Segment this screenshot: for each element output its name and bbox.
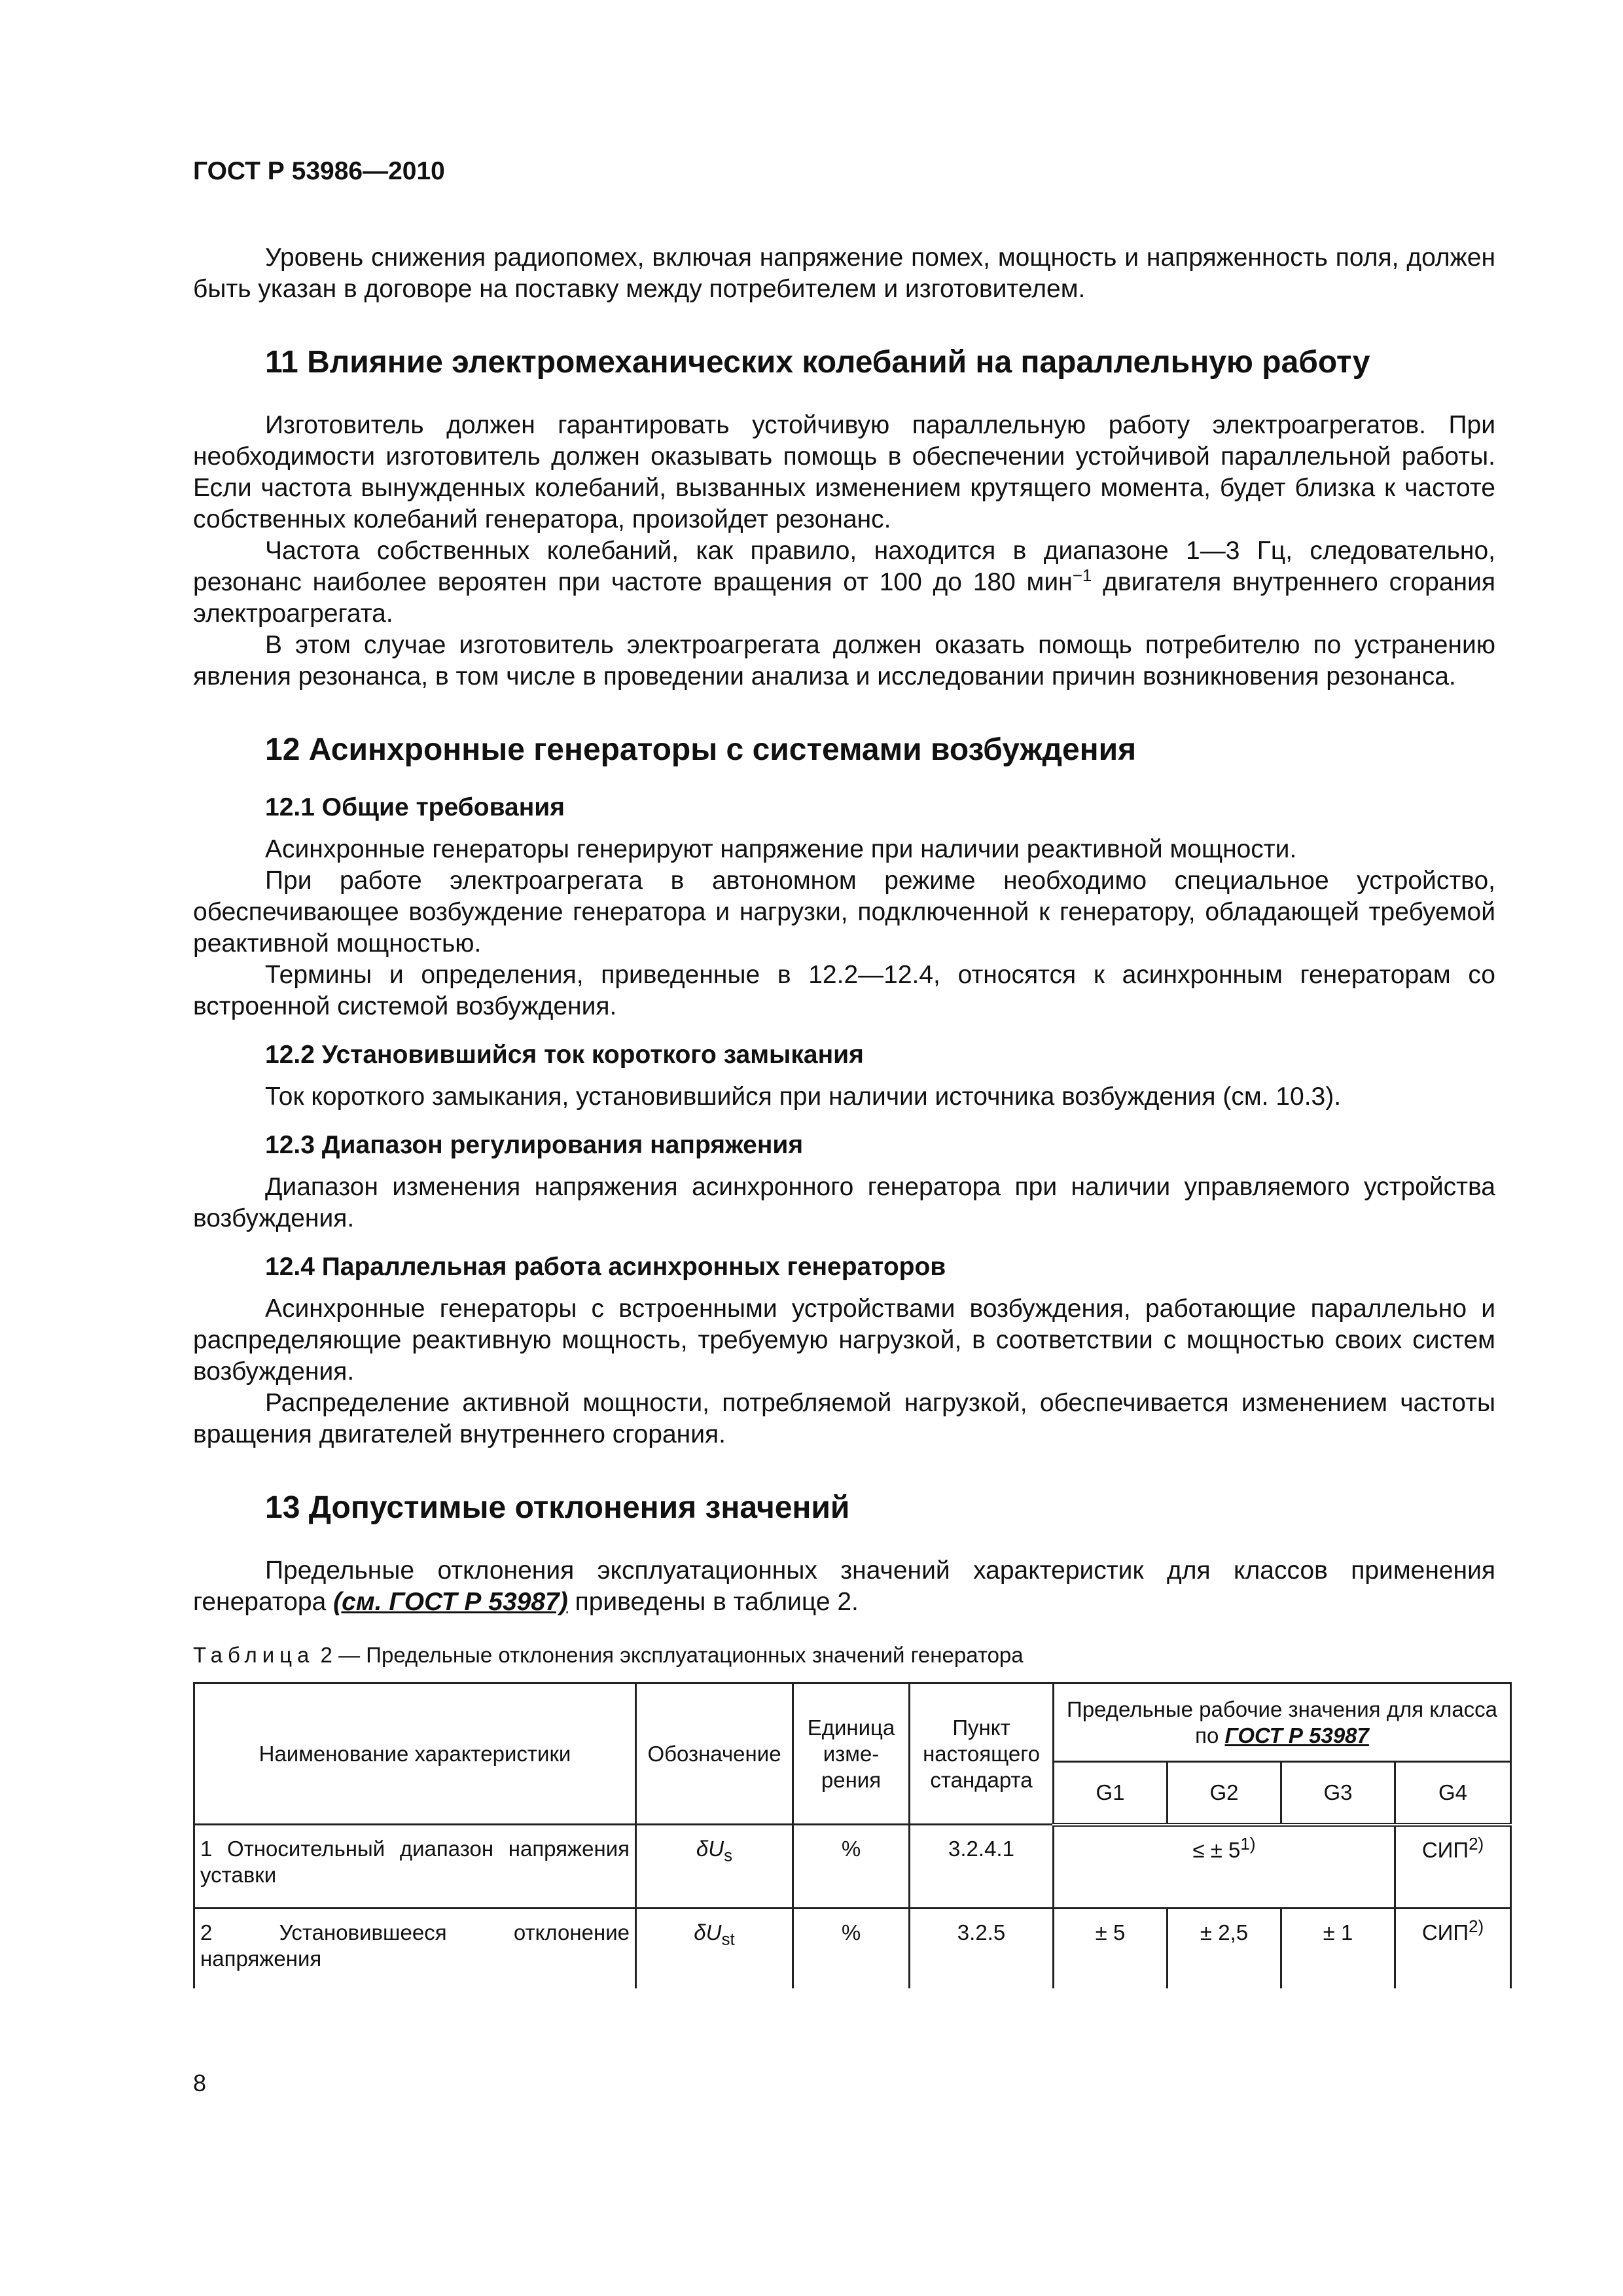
section-11-paragraph-2 bbox=[193, 535, 1495, 630]
row-1-g123-value: ≤ ± 5 bbox=[1192, 1837, 1241, 1862]
row-2-clause: 3.2.5 bbox=[910, 1909, 1054, 1988]
header-gost-link[interactable]: ГОСТ Р 53987 bbox=[1224, 1723, 1369, 1748]
table-row bbox=[194, 1909, 1511, 1988]
header-limits bbox=[1054, 1683, 1511, 1762]
row-2-name: 2 Установившееся отклонение напряжения bbox=[194, 1909, 636, 1988]
table-row bbox=[194, 1825, 1511, 1909]
header-g4: G4 bbox=[1395, 1762, 1511, 1825]
gost-53987-link[interactable]: (см. ГОСТ Р 53987) bbox=[333, 1588, 568, 1616]
section-12-1-paragraph-3: Термины и определения, приведенные в 12.2—12.4, относятся к асинхронным генераторам со встроенной системой возбуждения. bbox=[193, 961, 1495, 1020]
row-1-g4-value: СИП bbox=[1421, 1837, 1469, 1862]
row-2-g1: ± 5 bbox=[1054, 1909, 1168, 1988]
section-12-title: 12 Асинхронные генераторы с системами возбуждения bbox=[265, 732, 1137, 767]
section-12-1-paragraph-2: При работе электроагрегата в автономном режиме необходимо специальное устройство, обеспечивающее возбуждение генератора и нагрузки, подключенной к генератору, обладающей требуемой реактивной мощностью. bbox=[193, 867, 1495, 958]
row-2-symbol-sub: st bbox=[721, 1929, 735, 1949]
row-1-symbol-main: δU bbox=[696, 1837, 724, 1861]
header-g2: G2 bbox=[1168, 1762, 1281, 1825]
row-1-g123-footnote: 1) bbox=[1240, 1833, 1256, 1854]
section-12-3-paragraph-1: Диапазон изменения напряжения асинхронного генератора при наличии управляемого устройства возбуждения. bbox=[193, 1173, 1495, 1232]
header-symbol: Обозначение bbox=[636, 1683, 793, 1825]
intro-paragraph: Уровень снижения радиопомех, включая напряжение помех, мощность и напряженность поля, должен быть указан в договоре на поставку между потребителем и изготовителем. bbox=[193, 243, 1495, 303]
row-1-unit: % bbox=[793, 1825, 910, 1909]
section-13-paragraph-1 bbox=[193, 1555, 1495, 1618]
header-limits-text: Предельные рабочие значения для класса по bbox=[1066, 1696, 1498, 1748]
section-12-3-title: 12.3 Диапазон регулирования напряжения bbox=[265, 1131, 804, 1159]
section-12-4-paragraph-2: Распределение активной мощности, потребляемой нагрузкой, обеспечивается изменением частоты вращения двигателей внутреннего сгорания. bbox=[193, 1389, 1495, 1448]
section-13-title: 13 Допустимые отклонения значений bbox=[265, 1490, 850, 1525]
section-11-p2-text-a: Частота собственных колебаний, как правило, находится в диапазоне 1—3 Гц, следовательно, резонанс наиболее вероятен при частоте вращения от 100 до 180 мин bbox=[193, 537, 1495, 596]
section-12-1-paragraph-1: Асинхронные генераторы генерируют напряжение при наличии реактивной мощности. bbox=[265, 835, 1297, 863]
table-2-caption bbox=[193, 1643, 1495, 1668]
row-2-unit: % bbox=[793, 1909, 910, 1988]
header-unit: Единица изме-рения bbox=[793, 1683, 910, 1825]
document-page bbox=[193, 157, 1498, 1988]
section-12-2-title: 12.2 Установившийся ток короткого замыкания bbox=[265, 1041, 864, 1069]
row-2-g4-footnote: 2) bbox=[1469, 1916, 1484, 1936]
row-1-g123 bbox=[1054, 1825, 1395, 1909]
section-11-p2-sup: −1 bbox=[1072, 565, 1092, 585]
section-12-1-title: 12.1 Общие требования bbox=[265, 793, 565, 821]
header-g3: G3 bbox=[1281, 1762, 1395, 1825]
table-2 bbox=[193, 1682, 1512, 1988]
row-2-g4-value: СИП bbox=[1421, 1920, 1469, 1945]
section-13-p1-text-b: приведены в таблице 2. bbox=[567, 1588, 859, 1616]
header-name: Наименование характеристики bbox=[194, 1683, 636, 1825]
row-1-symbol-sub: s bbox=[724, 1845, 733, 1865]
page-number: 8 bbox=[193, 2070, 207, 2096]
row-2-symbol bbox=[636, 1909, 793, 1988]
row-1-g4-footnote: 2) bbox=[1469, 1833, 1484, 1854]
row-1-symbol bbox=[636, 1825, 793, 1909]
section-12-4-title: 12.4 Параллельная работа асинхронных генераторов bbox=[265, 1253, 946, 1281]
row-2-symbol-main: δU bbox=[694, 1920, 722, 1945]
header-clause: Пункт настоящего стандарта bbox=[910, 1683, 1054, 1825]
section-12-4-paragraph-1: Асинхронные генераторы с встроенными устройствами возбуждения, работающие параллельно и распределяющие реактивную мощность, требуемую нагрузкой, в соответствии с мощностью своих систем возбуждения. bbox=[193, 1295, 1495, 1386]
section-12-2-paragraph-1: Ток короткого замыкания, установившийся при наличии источника возбуждения (см. 10.3). bbox=[265, 1083, 1342, 1111]
section-13-p1-text-a: Предельные отклонения эксплуатационных значений характеристик для классов применения генератора bbox=[193, 1556, 1495, 1616]
section-11-paragraph-3: В этом случае изготовитель электроагрегата должен оказать помощь потребителю по устранению явления резонанса, в том числе в проведении анализа и исследовании причин возникновения резонанса. bbox=[193, 631, 1495, 691]
table-caption-label: Таблица bbox=[193, 1643, 315, 1667]
row-1-clause: 3.2.4.1 bbox=[910, 1825, 1054, 1909]
row-1-g4 bbox=[1395, 1825, 1511, 1909]
row-2-g2: ± 2,5 bbox=[1168, 1909, 1281, 1988]
table-caption-text: 2 — Предельные отклонения эксплуатационных значений генератора bbox=[314, 1643, 1024, 1667]
section-11-title: 11 Влияние электромеханических колебаний на параллельную работу bbox=[265, 345, 1370, 380]
row-2-g3: ± 1 bbox=[1281, 1909, 1395, 1988]
row-2-g4 bbox=[1395, 1909, 1511, 1988]
section-11-paragraph-1: Изготовитель должен гарантировать устойчивую параллельную работу электроагрегатов. При необходимости изготовитель должен оказывать помощь в обеспечении устойчивой параллельной работы. Если частота вынужденных колебаний, вызванных изменением крутящего момента, будет близка к частоте собственных колебаний генератора, произойдет резонанс. bbox=[193, 411, 1495, 533]
header-g1: G1 bbox=[1054, 1762, 1168, 1825]
section-11-p2-text-b: двигателя внутреннего сгорания электроагрегата. bbox=[193, 568, 1495, 628]
document-header: ГОСТ Р 53986—2010 bbox=[193, 157, 445, 185]
row-1-name: 1 Относительный диапазон напряжения уставки bbox=[194, 1825, 636, 1909]
